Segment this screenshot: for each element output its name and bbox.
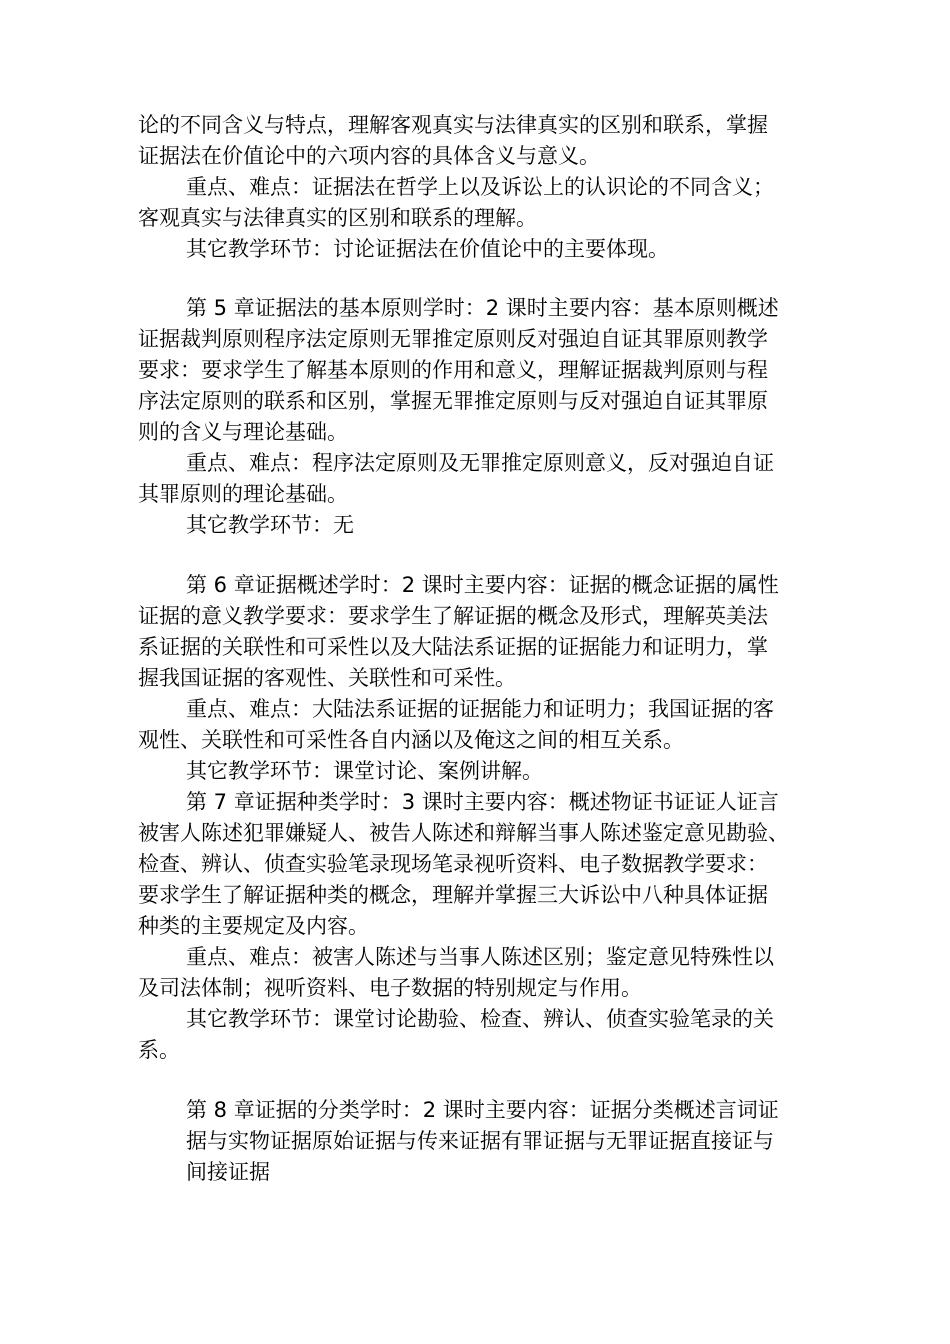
text-line: 证据的意义教学要求：要求学生了解证据的概念及形式，理解英美法 <box>138 604 768 628</box>
text-line: 要求：要求学生了解基本原则的作用和意义，理解证据裁判原则与程 <box>138 358 768 382</box>
text-line: 序法定原则的联系和区别，掌握无罪推定原则与反对强迫自证其罪原 <box>138 389 768 413</box>
text-line: 系证据的关联性和可采性以及大陆法系证据的证据能力和证明力，掌 <box>138 635 768 659</box>
text-line: 要求学生了解证据种类的概念，理解并掌握三大诉讼中八种具体证据 <box>138 883 768 907</box>
text-line: 检查、辨认、侦查实验笔录现场笔录视听资料、电子数据教学要求： <box>138 852 768 876</box>
text-line: 系。 <box>138 1038 180 1062</box>
text-line: 其它教学环节：课堂讨论、案例讲解。 <box>186 759 543 783</box>
text-line: 其它教学环节：无 <box>186 513 354 537</box>
text-line: 据与实物证据原始证据与传来证据有罪证据与无罪证据直接证与 <box>186 1129 774 1153</box>
text-line: 握我国证据的客观性、关联性和可采性。 <box>138 666 516 690</box>
text-line: 其它教学环节：讨论证据法在价值论中的主要体现。 <box>186 237 669 261</box>
text-line: 重点、难点：大陆法系证据的证据能力和证明力；我国证据的客 <box>186 697 774 721</box>
text-line: 重点、难点：被害人陈述与当事人陈述区别；鉴定意见特殊性以 <box>186 945 774 969</box>
text-line: 及司法体制；视听资料、电子数据的特别规定与作用。 <box>138 976 642 1000</box>
text-line: 重点、难点：证据法在哲学上以及诉讼上的认识论的不同含义； <box>186 175 774 199</box>
text-line: 被害人陈述犯罪嫌疑人、被告人陈述和辩解当事人陈述鉴定意见勘验、 <box>138 821 789 845</box>
text-line: 则的含义与理论基础。 <box>138 420 348 444</box>
text-line: 种类的主要规定及内容。 <box>138 914 369 938</box>
text-line: 间接证据 <box>186 1160 270 1184</box>
text-line: 第 6 章证据概述学时：2 课时主要内容：证据的概念证据的属性 <box>186 573 779 597</box>
text-line: 其它教学环节：课堂讨论勘验、检查、辨认、侦查实验笔录的关 <box>186 1007 774 1031</box>
text-line: 第 7 章证据种类学时：3 课时主要内容：概述物证书证证人证言 <box>186 790 779 814</box>
text-line: 证据法在价值论中的六项内容的具体含义与意义。 <box>138 144 600 168</box>
text-line: 第 5 章证据法的基本原则学时：2 课时主要内容：基本原则概述 <box>186 296 779 320</box>
text-line: 其罪原则的理论基础。 <box>138 482 348 506</box>
text-line: 客观真实与法律真实的区别和联系的理解。 <box>138 206 537 230</box>
text-line: 观性、关联性和可采性各自内涵以及俺这之间的相互关系。 <box>138 728 684 752</box>
text-line: 重点、难点：程序法定原则及无罪推定原则意义，反对强迫自证 <box>186 451 774 475</box>
text-line: 第 8 章证据的分类学时：2 课时主要内容：证据分类概述言词证 <box>186 1098 779 1122</box>
text-line: 论的不同含义与特点，理解客观真实与法律真实的区别和联系，掌握 <box>138 113 768 137</box>
text-line: 证据裁判原则程序法定原则无罪推定原则反对强迫自证其罪原则教学 <box>138 327 768 351</box>
